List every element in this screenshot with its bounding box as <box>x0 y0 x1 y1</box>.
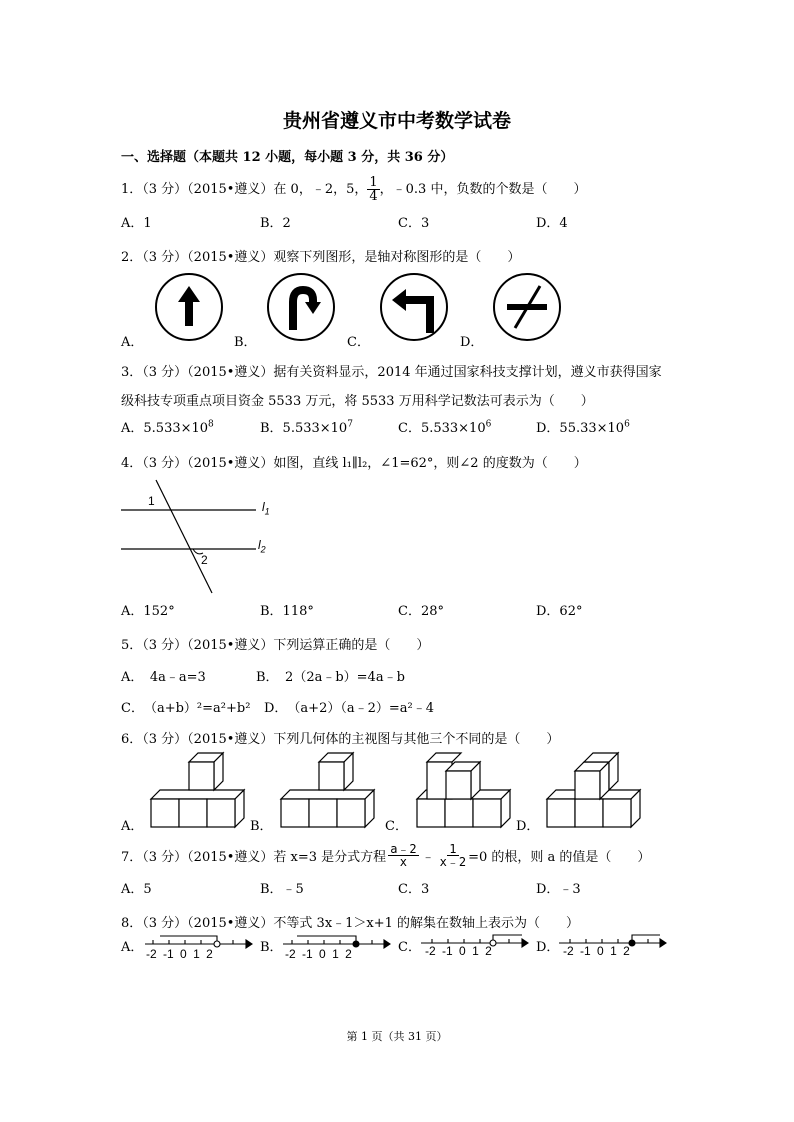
q3-option-a[interactable]: A．$5.533\times 10^8$ <box>121 419 214 436</box>
question-8-stem: 8．（3 分）（2015•遵义）不等式 3x﹣1＞x+1 的解集在数轴上表示为（ ） <box>121 916 580 931</box>
question-3-line1: 3．（3 分）（2015•遵义）据有关资料显示，2014 年通过国家科技支撑计划，遵义市获得国家 <box>121 365 662 380</box>
q7-option-c[interactable]: C．3 <box>398 882 430 897</box>
q1-option-b[interactable]: B．2 <box>260 216 291 231</box>
q3-option-d[interactable]: D．$55.33\times 10^6$ <box>536 419 630 436</box>
section-heading: 一、选择题（本题共 12 小题，每小题 3 分，共 36 分） <box>121 150 454 165</box>
q3-option-c[interactable]: C．$5.533\times 10^6$ <box>398 419 492 436</box>
q1-option-c[interactable]: C．3 <box>398 216 430 231</box>
q1-fraction: $\frac{1}{4}$ <box>369 175 378 204</box>
q1-option-d[interactable]: D．4 <box>536 216 568 231</box>
question-6-stem: 6．（3 分）（2015•遵义）下列几何体的主视图与其他三个不同的是（ ） <box>121 732 560 747</box>
angle-1-label: 1 <box>148 494 155 508</box>
q6-label-d[interactable]: D． <box>516 819 540 834</box>
q6-label-a[interactable]: A． <box>121 819 144 834</box>
q6-label-c[interactable]: C． <box>385 819 408 834</box>
q7-fraction-1: $\frac{a﹣2}{x}$ <box>390 841 417 869</box>
q4-option-a[interactable]: A．152° <box>121 604 175 619</box>
q6-label-b[interactable]: B． <box>250 819 273 834</box>
q4-option-d[interactable]: D．62° <box>536 604 583 619</box>
q2-label-d[interactable]: D． <box>460 335 484 350</box>
question-7-stem: 7．（3 分）（2015•遵义）若 x=3 是分式方程 $\frac{a﹣2}{x}$ ﹣ $\frac{1}{x﹣2}$ =0 的根，则 a 的值是（ ） <box>121 841 651 869</box>
q5-option-b[interactable]: B． 2（2a﹣b）=4a﹣b <box>256 670 405 685</box>
page-footer: 第 1 页（共 31 页） <box>346 1030 448 1043</box>
q4-option-b[interactable]: B．118° <box>260 604 314 619</box>
number-line-b-ticks: -2 -1 0 1 2 <box>285 947 352 961</box>
q7-option-b[interactable]: B．﹣5 <box>260 882 304 897</box>
question-5-stem: 5．（3 分）（2015•遵义）下列运算正确的是（ ） <box>121 638 430 653</box>
q5-option-c[interactable]: C． （a+b）²=a²+b² <box>121 701 251 716</box>
q7-fraction-2: $\frac{1}{x﹣2}$ <box>439 841 467 869</box>
number-line-d-ticks: -2 -1 0 1 2 <box>563 944 630 958</box>
number-line-a-ticks: -2 -1 0 1 2 <box>146 947 213 961</box>
q8-label-a[interactable]: A． <box>121 940 144 955</box>
angle-2-label: 2 <box>201 553 208 567</box>
q3-option-b[interactable]: B．$5.533\times 10^7$ <box>260 419 353 436</box>
q7-option-d[interactable]: D．﹣3 <box>536 882 581 897</box>
question-2-stem: 2．（3 分）（2015•遵义）观察下列图形，是轴对称图形的是（ ） <box>121 250 521 265</box>
q7-option-a[interactable]: A．5 <box>121 882 152 897</box>
q2-label-b[interactable]: B． <box>234 335 257 350</box>
q2-label-a[interactable]: A． <box>121 335 144 350</box>
q1-post: ，﹣0.3 中，负数的个数是（ ） <box>379 182 587 197</box>
page-title: 贵州省遵义市中考数学试卷 <box>282 110 511 132</box>
q8-label-d[interactable]: D． <box>536 940 560 955</box>
q8-label-c[interactable]: C． <box>398 940 421 955</box>
number-line-c-ticks: -2 -1 0 1 2 <box>425 944 492 958</box>
l2-label: $l_2$ <box>258 538 266 555</box>
l1-label: $l_1$ <box>262 500 270 517</box>
q5-option-d[interactable]: D． （a+2）（a﹣2）=a²﹣4 <box>264 701 434 716</box>
q2-label-c[interactable]: C． <box>347 335 370 350</box>
q8-label-b[interactable]: B． <box>260 940 283 955</box>
question-4-stem: 4．（3 分）（2015•遵义）如图，直线 l₁∥l₂，∠1=62°，则∠2 的度数为（ ） <box>121 456 587 471</box>
question-3-line2: 级科技专项重点项目资金 5533 万元，将 5533 万用科学记数法可表示为（ ） <box>121 394 594 409</box>
q4-option-c[interactable]: C．28° <box>398 604 444 619</box>
q5-option-a[interactable]: A． 4a﹣a=3 <box>121 670 206 685</box>
q1-pre: 1．（3 分）（2015•遵义）在 0，﹣2，5， <box>121 182 368 197</box>
q1-option-a[interactable]: A．1 <box>121 216 152 231</box>
